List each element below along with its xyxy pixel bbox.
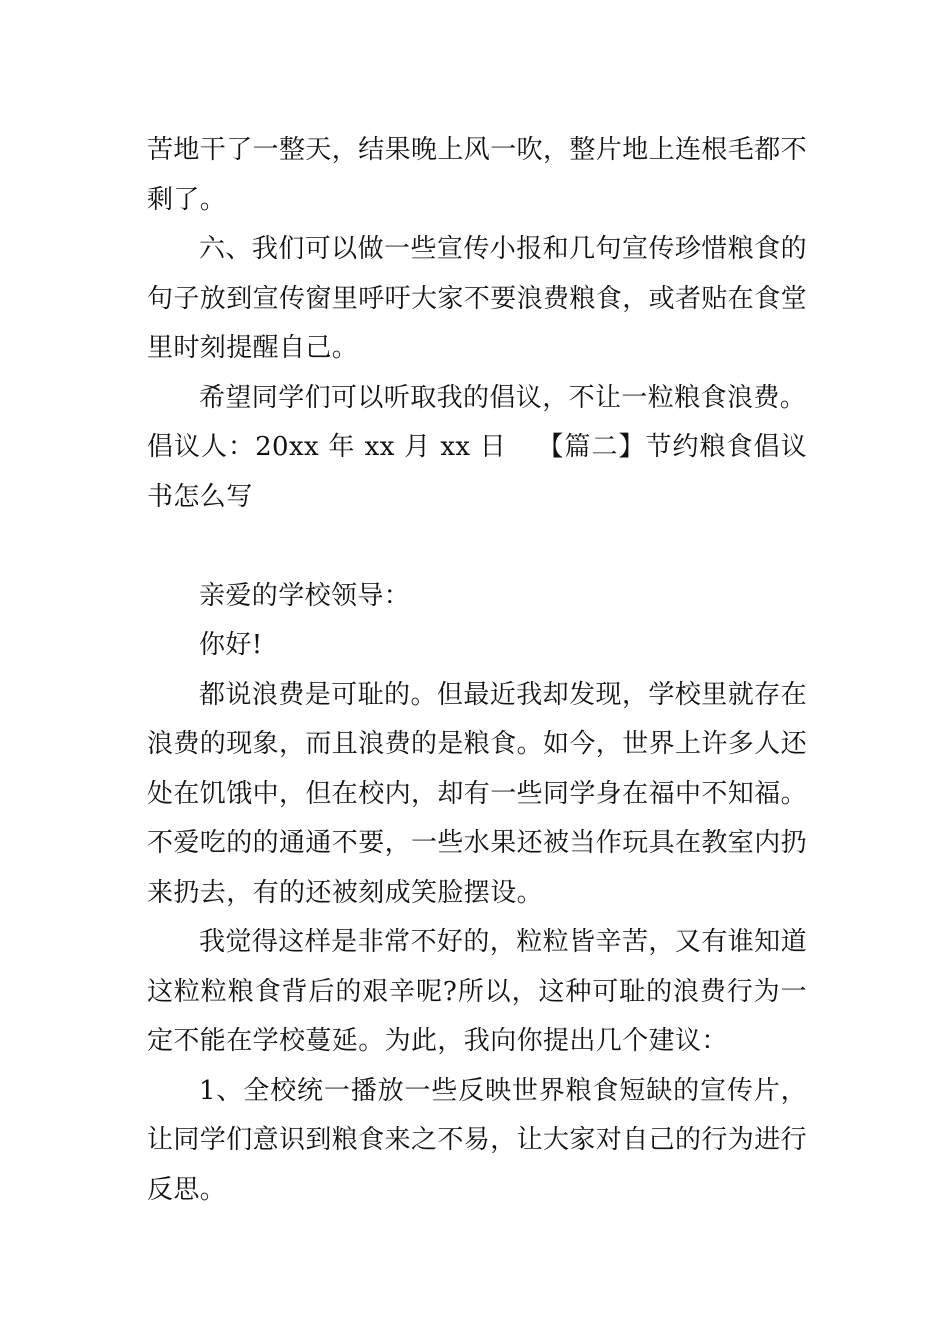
signature-line: 倡议人：20xx 年 xx 月 xx 日 xyxy=(147,432,507,462)
greeting: 你好! xyxy=(199,630,263,660)
paragraph-suggestion-one: 1、全校统一播放一些反映世界粮食短缺的宣传片，让同学们意识到粮食来之不易，让大家对自己的行为进行反思。 xyxy=(147,1075,808,1205)
paragraph-signature-heading xyxy=(147,423,807,522)
section-heading: 【篇二】节约粮食倡议书怎么写 xyxy=(147,432,807,512)
paragraph-suggestion-six: 六、我们可以做一些宣传小报和几句宣传珍惜粮食的句子放到宣传窗里呼吁大家不要浪费粮食，或者贴在食堂里时刻提醒自己。 xyxy=(147,234,808,363)
paragraph-waste-observation: 都说浪费是可耻的。但最近我却发现，学校里就存在浪费的现象，而且浪费的是粮食。如今，世界上许多人还处在饥饿中，但在校内，却有一些同学身在福中不知福。不爱吃的的通通不要，一些水果还被当作玩具在教室内扔来扔去，有的还被刻成笑脸摆设。 xyxy=(147,679,808,908)
paragraph-opinion: 我觉得这样是非常不好的，粒粒皆辛苦，又有谁知道这粒粒粮食背后的艰辛呢?所以，这种可耻的浪费行为一定不能在学校蔓延。为此，我向你提出几个建议： xyxy=(147,927,807,1056)
paragraph-closing-hope: 希望同学们可以听取我的倡议，不让一粒粮食浪费。 xyxy=(199,382,807,413)
paragraph-continuation: 苦地干了一整天，结果晚上风一吹，整片地上连根毛都不剩了。 xyxy=(147,135,808,215)
document-body xyxy=(147,126,807,1215)
blank-line xyxy=(147,522,807,572)
salutation: 亲爱的学校领导： xyxy=(199,580,411,611)
